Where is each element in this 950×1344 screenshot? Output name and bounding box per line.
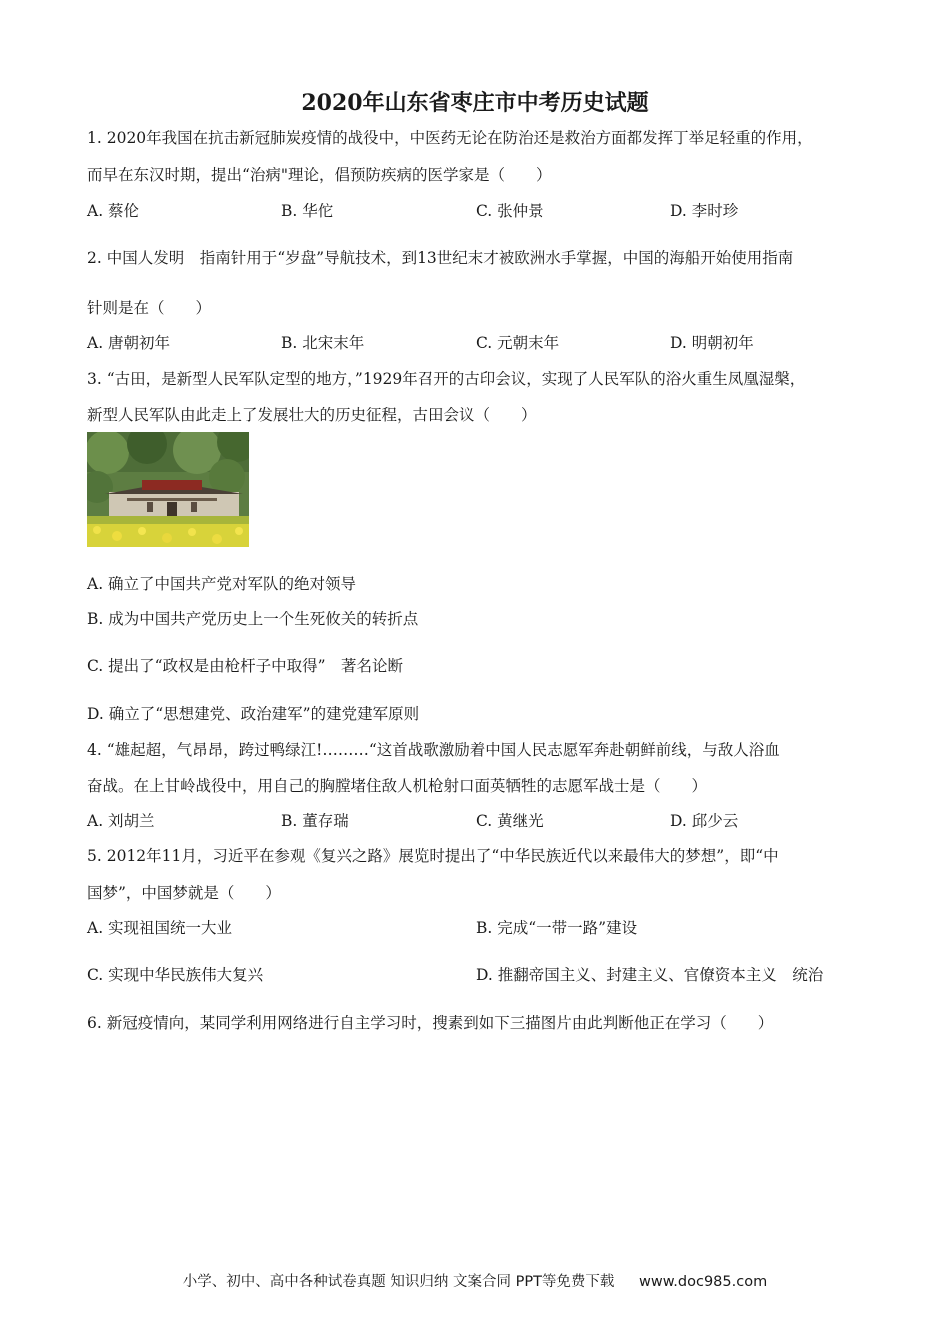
q3-option-a: A. 确立了中国共产党对军队的绝对领导 bbox=[87, 575, 357, 593]
q1-option-a: A. 蔡伦 bbox=[87, 202, 140, 220]
q3-stem-line2: 新型人民军队由此走上了发展壮大的历史征程，古田会议（ ） bbox=[87, 406, 537, 424]
q4-option-b: B. 董存瑞 bbox=[281, 812, 349, 830]
footer-text: 小学、初中、高中各种试卷真题 知识归纳 文案合同 PPT等免费下载 bbox=[182, 1274, 615, 1290]
q2-stem-line2: 针则是在（ ） bbox=[87, 299, 212, 317]
q1-stem-line2: 而早在东汉时期，提出“治病"理论，倡预防疾病的医学家是（ ） bbox=[87, 166, 552, 184]
q2-option-d: D. 明朝初年 bbox=[670, 334, 754, 352]
q4-stem-line1: 4. “雄起超，气昂昂，跨过鸭绿江!………“这首战歌激励着中国人民志愿军奔赴朝鲜前线，与敌人浴血 bbox=[87, 741, 780, 759]
q1-option-b: B. 华佗 bbox=[281, 202, 334, 220]
q5-option-d: D. 推翻帝国主义、封建主义、官僚资本主义 统治 bbox=[476, 966, 824, 984]
q2-option-b: B. 北宋末年 bbox=[281, 334, 365, 352]
q4-stem-line2: 奋战。在上甘岭战役中，用自己的胸膛堵住敌人机枪射口面英牺牲的志愿军战士是（ ） bbox=[87, 777, 708, 795]
q5-stem-line2: 国梦”，中国梦就是（ ） bbox=[87, 884, 281, 902]
q2-stem-line1: 2. 中国人发明 指南针用于“岁盘”导航技术，到13世纪末才被欧洲水手掌握，中国的海船开始使用指南 bbox=[87, 249, 794, 267]
q1-option-d: D. 李时珍 bbox=[670, 202, 739, 220]
q4-option-d: D. 邱少云 bbox=[670, 812, 739, 830]
q3-stem-line1: 3. “古田，是新型人民军队定型的地方，”1929年召开的古印会议，实现了人民军队的浴火重生凤凰湿槃， bbox=[87, 370, 806, 388]
page-title: 2020年山东省枣庄市中考历史试题 bbox=[301, 90, 649, 116]
q5-option-a: A. 实现祖国统一大业 bbox=[87, 919, 233, 937]
gutian-meeting-photo bbox=[87, 432, 249, 547]
q2-option-c: C. 元朝末年 bbox=[476, 334, 560, 352]
q5-option-c: C. 实现中华民族伟大复兴 bbox=[87, 966, 264, 984]
page-footer bbox=[0, 1270, 950, 1291]
q5-stem-line1: 5. 2012年11月，习近平在参观《复兴之路》展览时提出了“中华民族近代以来最伟大的梦想”，即“中 bbox=[87, 847, 779, 865]
q3-option-c: C. 提出了“政权是由枪杆子中取得” 著名论断 bbox=[87, 657, 404, 675]
q2-option-a: A. 唐朝初年 bbox=[87, 334, 171, 352]
gutian-photo-illustration bbox=[87, 432, 249, 547]
q1-option-c: C. 张仲景 bbox=[476, 202, 544, 220]
q3-option-b: B. 成为中国共产党历史上一个生死攸关的转折点 bbox=[87, 610, 419, 628]
q3-option-d: D. 确立了“思想建党、政治建军”的建党建军原则 bbox=[87, 705, 420, 723]
q6-stem-line1: 6. 新冠疫情向，某同学利用网络进行自主学习时，搜素到如下三描图片由此判断他正在学习（ ） bbox=[87, 1014, 774, 1032]
q1-stem-line1: 1. 2020年我国在抗击新冠肺炭疫情的战役中，中医药无论在防治还是救治方面都发挥丁举足轻重的作用， bbox=[87, 129, 813, 147]
q4-option-a: A. 刘胡兰 bbox=[87, 812, 155, 830]
footer-link[interactable]: www.doc985.com bbox=[639, 1274, 768, 1290]
q5-option-b: B. 完成“一带一路”建设 bbox=[476, 919, 638, 937]
q4-option-c: C. 黄继光 bbox=[476, 812, 544, 830]
